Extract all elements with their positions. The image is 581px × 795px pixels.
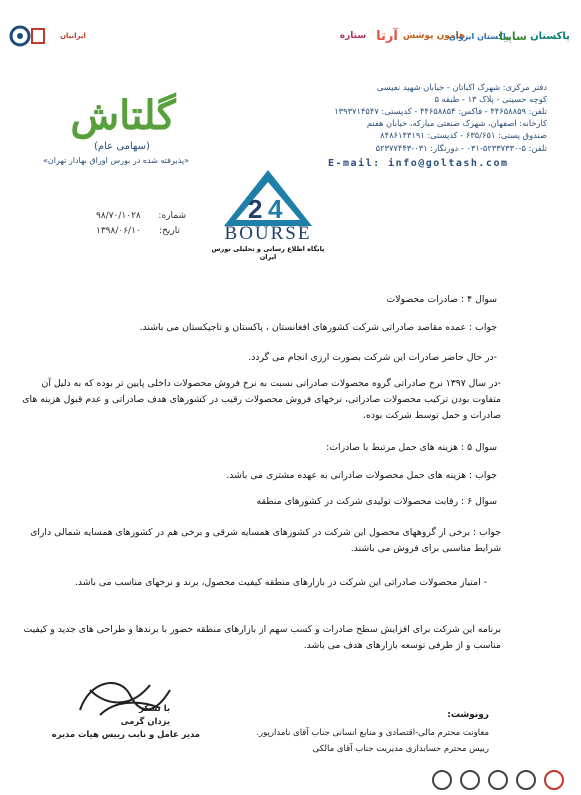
paragraph-4: برنامه این شرکت برای افزایش سطح صادرات و کسب سهم از بازارهای منطقه حضور با برندها و طراحی های جدید و کیفیت مناسب و از طرفی توسعه بازارهای هدف می باشد. xyxy=(23,624,501,651)
bourse-subtitle: پایگاه اطلاع رسانی و تحلیلی بورس ایران xyxy=(211,245,325,261)
signature-thanks: با تشکر xyxy=(139,703,170,713)
partner-logo-6: ساپیا xyxy=(499,29,527,43)
partner-logo-icon-1 xyxy=(8,22,48,50)
cc-label: رونوشت: xyxy=(447,710,489,720)
partner-logo-2: ستاره xyxy=(339,31,367,41)
letter-date-value: ۱۳۹۸/۰۶/۱۰ xyxy=(96,226,141,236)
company-logo: گلتاش xyxy=(70,92,176,139)
partner-logo-strip xyxy=(8,22,573,52)
partner-logo-5: پاکستان ایروان xyxy=(449,31,509,41)
contact-line: کارخانه: اصفهان، شهرک صنعتی مبارکه، خیابان هفتم xyxy=(366,118,547,128)
certification-icon xyxy=(460,770,480,790)
certification-icon xyxy=(488,770,508,790)
partner-logo-4: هامون پوشش xyxy=(402,31,466,41)
company-listing: «پذیرفته شده در بورس اوراق بهادار تهران» xyxy=(43,156,189,165)
letter-number-label: شماره: xyxy=(158,211,186,221)
question-5: سوال ۵ : هزینه های حمل مرتبط با صادرات: xyxy=(326,442,497,453)
letter-number-value: ۹۸/۷۰/۱۰۲۸ xyxy=(96,211,141,221)
partner-logo-1: ایرانیان xyxy=(60,32,86,40)
bourse-logo xyxy=(212,168,324,260)
contact-email: E-mail: info@goltash.com xyxy=(328,158,509,169)
answer-5: جواب : هزینه های حمل محصولات صادراتی به عهده مشتری می باشد. xyxy=(226,470,497,481)
svg-text:2: 2 xyxy=(248,194,263,224)
paragraph-3: - امتیاز محصولات صادراتی این شرکت در بازارهای منطقه کیفیت محصول، برند و نرخهای مناسب می باشد. xyxy=(74,577,487,588)
cc-line-1: معاونت محترم مالی-اقتصادی و منابع انسانی جناب آقای نامدارپور. xyxy=(256,728,489,738)
contact-line: کوچه حسینی - پلاک ۱۳ - طبقه ۵ xyxy=(434,94,547,104)
company-ownership: (سهامی عام) xyxy=(94,141,150,152)
letter-date-label: تاریخ: xyxy=(159,226,180,236)
answer-6: جواب : برخی از گروههای محصول این شرکت در کشورهای همسایه شرقی و برخی هم در کشورهای همسایه شمالی دارای شرایط مناسبی برای فروش می باشند. xyxy=(30,527,501,554)
cc-line-2: رییس محترم حسابداری مدیریت جناب آقای مالکی xyxy=(312,744,489,754)
question-6: سوال ۶ : رقابت محصولات تولیدی شرکت در کشورهای منطقه xyxy=(256,496,497,507)
contact-line: دفتر مرکزی: شهرک اکباتان - خیابان شهید نفیسی xyxy=(376,82,547,92)
partner-logo-7: پاکستان xyxy=(530,30,570,42)
svg-text:4: 4 xyxy=(268,194,283,224)
answer-4: جواب : عمده مقاصد صادراتی شرکت کشورهای افغانستان ، پاکستان و تاجیکستان می باشند. xyxy=(139,322,497,333)
certification-icon xyxy=(432,770,452,790)
partner-logo-3: آرتا xyxy=(376,28,398,44)
certification-icons xyxy=(420,770,580,795)
certification-icon xyxy=(516,770,536,790)
signature-title: مدیر عامل و نایب رییس هیات مدیره xyxy=(51,729,200,739)
bourse-brand: BOURSE xyxy=(224,223,312,244)
contact-line: تلفن: ۴۴۶۵۸۸۵۹ - فاکس: ۴۴۶۵۸۸۵۴ - کدپستی: ۱۳۹۳۷۱۴۵۴۷ xyxy=(334,106,547,116)
contact-line: تلفن: ۵-۵۲۳۳۷۳۳۰-۰۳۱ - دورنگار: ۰۳۱-۵۲۳۷۷۴۴۳ xyxy=(375,143,547,153)
paragraph-1: -در حال حاضر صادرات این شرکت بصورت ارزی انجام می گردد. xyxy=(248,352,497,363)
paragraph-2: -در سال ۱۳۹۷ نرخ صادراتی گروه محصولات صادراتی نسبت به نرخ فروش محصولات داخلی پایین تر بوده که به دلیل آن متفاوت بودن ترکیب محصولات صادراتی، نرخهای فروش محصولات رقیب در کشورهای هدف صادراتی و عدم قبول هزینه های صادرات و حمل توسط شرکت بوده. xyxy=(22,378,501,421)
question-4: سوال ۴ : صادرات محصولات xyxy=(386,294,497,305)
signature-name: یزدان گرمی xyxy=(120,716,170,726)
contact-line: صندوق پستی: ۶۳۵/۶۵۱ - کدپستی: ۸۴۸۶۱۴۳۱۹۱ xyxy=(380,130,547,140)
certification-icon xyxy=(544,770,564,790)
